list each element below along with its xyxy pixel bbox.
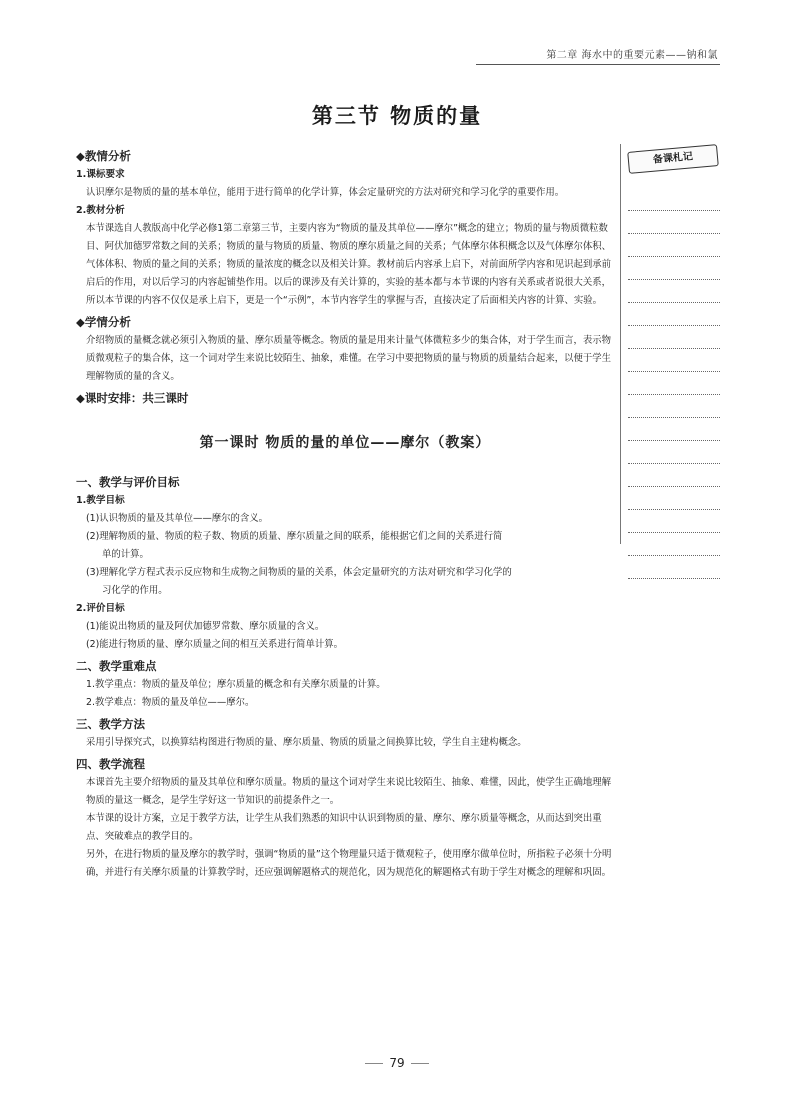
notes-line <box>628 257 720 280</box>
notes-line <box>628 372 720 395</box>
student-analysis-text: 介绍物质的量概念就必须引入物质的量、摩尔质量等概念。物质的量是用来计量气体微粒多少的集合体，对于学生而言，表示物质微观粒子的集合体，这一个词对学生来说比较陌生、抽象，难懂。在学习中要把物质的量与物质的质量结合起来，以便于学生理解物质的量的含义。 <box>86 335 612 382</box>
teaching-goal-item-cont: 习化学的作用。 <box>102 585 168 596</box>
goals-heading: 一、教学与评价目标 <box>76 475 180 489</box>
notes-line <box>628 441 720 464</box>
notes-line <box>628 188 720 211</box>
key-difficulty-heading: 二、教学重难点 <box>76 659 157 673</box>
teaching-key-point: 1.教学重点：物质的量及单位；摩尔质量的概念和有关摩尔质量的计算。 <box>86 679 386 690</box>
section-teaching-analysis-heading: ◆教情分析 <box>76 149 131 163</box>
teaching-goal-item: (2)理解物质的量、物质的粒子数、物质的质量、摩尔质量之间的联系，能根据它们之间的关系进行简 <box>86 531 503 542</box>
notes-line <box>628 303 720 326</box>
process-paragraph: 另外，在进行物质的量及摩尔的教学时，强调“物质的量”这个物理量只适于微观粒子，使用摩尔做单位时，所指粒子必须十分明确，并进行有关摩尔质量的计算教学时，还应强调解题格式的规范化，因为规范化的解题格式有助于学生对概念的理解和巩固。 <box>86 849 612 878</box>
notes-column <box>628 148 722 579</box>
methods-heading: 三、教学方法 <box>76 717 145 731</box>
process-heading: 四、教学流程 <box>76 757 145 771</box>
lesson-title: 第一课时 物质的量的单位——摩尔（教案） <box>199 435 491 451</box>
teaching-goal-item-cont: 单的计算。 <box>102 549 149 560</box>
page-number: 79 <box>0 1056 794 1070</box>
notes-line <box>628 464 720 487</box>
process-paragraph: 本课首先主要介绍物质的量及其单位和摩尔质量。物质的量这个词对学生来说比较陌生、抽象、难懂，因此，使学生正确地理解物质的量这一概念，是学生学好这一节知识的前提条件之一。 <box>86 777 612 806</box>
main-content <box>76 144 614 882</box>
textbook-analysis-heading: 2.教材分析 <box>76 205 125 216</box>
evaluation-goal-item: (2)能进行物质的量、摩尔质量之间的相互关系进行简单计算。 <box>86 639 344 650</box>
section-student-analysis-heading: ◆学情分析 <box>76 315 131 329</box>
vertical-divider <box>620 144 621 544</box>
teaching-goal-item: (1)认识物质的量及其单位——摩尔的含义。 <box>86 513 269 524</box>
teaching-goals-heading: 1.教学目标 <box>76 495 125 506</box>
notes-line <box>628 487 720 510</box>
notes-line <box>628 234 720 257</box>
running-header: 第二章 海水中的重要元素——钠和氯 <box>546 50 718 61</box>
section-schedule-heading: ◆课时安排：共三课时 <box>76 391 189 405</box>
process-paragraph: 本节课的设计方案，立足于教学方法，让学生从我们熟悉的知识中认识到物质的量、摩尔、摩尔质量等概念，从而达到突出重点、突破难点的教学目的。 <box>86 813 602 842</box>
teaching-goal-item: (3)理解化学方程式表示反应物和生成物之间物质的量的关系，体会定量研究的方法对研究和学习化学的 <box>86 567 512 578</box>
notes-line <box>628 418 720 441</box>
notes-line <box>628 349 720 372</box>
teaching-difficulty: 2.教学难点：物质的量及单位——摩尔。 <box>86 697 255 708</box>
notes-line <box>628 533 720 556</box>
notes-line <box>628 280 720 303</box>
page-title: 第三节 物质的量 <box>311 104 483 128</box>
header-rule <box>476 64 720 65</box>
evaluation-goals-heading: 2.评价目标 <box>76 603 125 614</box>
notes-line <box>628 556 720 579</box>
methods-text: 采用引导探究式，以换算结构图进行物质的量、摩尔质量、物质的质量之间换算比较，学生自主建构概念。 <box>86 737 527 748</box>
evaluation-goal-item: (1)能说出物质的量及阿伏加德罗常数、摩尔质量的含义。 <box>86 621 325 632</box>
notes-line <box>628 395 720 418</box>
notes-line <box>628 510 720 533</box>
notes-line <box>628 211 720 234</box>
curriculum-requirement-heading: 1.课标要求 <box>76 169 125 180</box>
notes-badge: 备课札记 <box>627 144 719 174</box>
notes-line <box>628 326 720 349</box>
curriculum-requirement-text: 认识摩尔是物质的量的基本单位，能用于进行简单的化学计算，体会定量研究的方法对研究和学习化学的重要作用。 <box>86 187 565 198</box>
textbook-analysis-text: 本节课选自人教版高中化学必修1第二章第三节，主要内容为“物质的量及其单位——摩尔”概念的建立；物质的量与物质微粒数目、阿伏加德罗常数之间的关系；物质的量与物质的质量、物质的摩尔质量之间的关系；气体摩尔体积概念以及气体摩尔体积、气体体积、物质的量之间的关系；物质的量浓度的概念以及相关计算。教材前后内容承上启下，对前面所学内容和见识起到承前启后的作用，对以后学习的内容起铺垫作用。以后的课涉及有关计算的，实验的基本都与本节课的内容有关系或者说很大关系，所以本节课的内容不仅仅是承上启下，更是一个“示例”，本节内容学生的掌握与否，直接决定了后面相关内容的计算、实验。 <box>86 223 612 306</box>
